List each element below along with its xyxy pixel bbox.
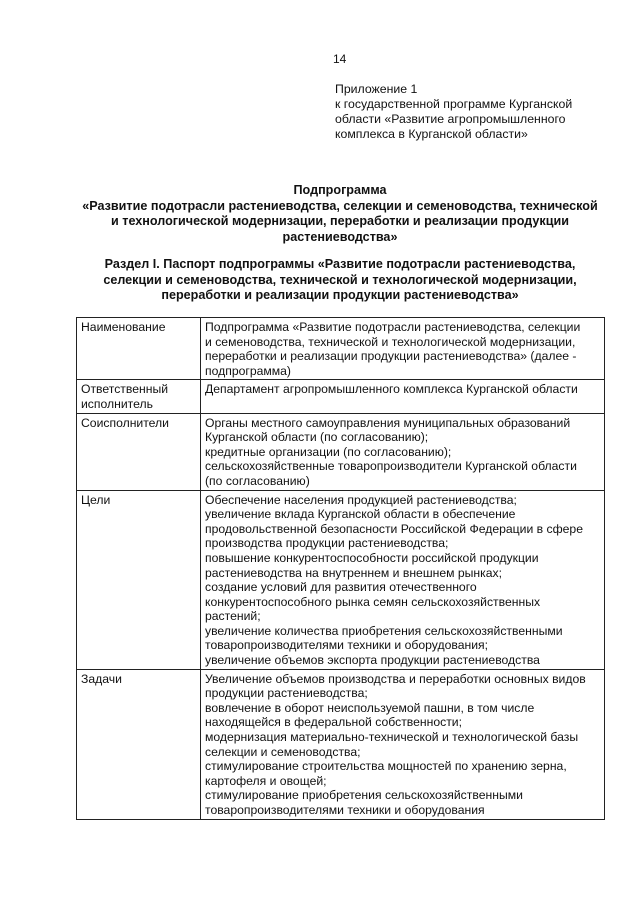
content-line: Увеличение объемов производства и переработки основных видов [205,671,586,686]
appendix-note [335,82,625,142]
content-line: и семеноводства, технической и технологической модернизации, [205,334,576,349]
content-line: Обеспечение населения продукцией растениеводства; [205,492,517,507]
table-row [77,490,605,669]
content-line: повышение конкурентоспособности российской продукции [205,550,539,565]
content-line: находящейся в федеральной собственности; [205,715,463,730]
content-line: продукции растениеводства; [205,686,368,701]
content-line: стимулирование строительства мощностей по хранению зерна, [205,759,567,774]
content-line: товаропроизводителями техники и оборудования [205,803,485,817]
section-heading [60,257,620,304]
content-line: увеличение вклада Курганской области в обеспечение [205,507,516,522]
row-content [201,669,605,819]
row-content [201,413,605,490]
appendix-line: области «Развитие агропромышленного [335,112,566,126]
content-line: увеличение объемов экспорта продукции растениеводства [205,653,540,668]
table-row [77,669,605,819]
label-line: Задачи [81,671,122,686]
title-line: и технологической модернизации, переработки и реализации продукции [111,214,569,228]
title-line: «Развитие подотрасли растениеводства, селекции и семеноводства, технической [82,198,598,213]
content-line: (по согласованию) [205,473,310,488]
content-line: Департамент агропромышленного комплекса Курганской области [205,382,578,397]
content-line: подпрограмма) [205,363,291,378]
content-line: продовольственной безопасности Российской Федерации в сфере [205,521,583,536]
content-line: создание условий для развития отечественного [205,580,477,595]
content-line: Курганской области (по согласованию); [205,430,429,445]
content-line: производства продукции растениеводства; [205,536,449,551]
content-line: растений; [205,609,261,624]
content-line: стимулирование приобретения сельскохозяйственными [205,788,523,803]
section-line: селекции и семеноводства, технической и технологической модернизации, [103,272,577,287]
table-row [77,380,605,413]
title-line: растениеводства» [282,229,398,244]
content-line: Подпрограмма «Развитие подотрасли растениеводства, селекции [205,320,581,334]
label-line: исполнитель [81,396,153,411]
section-line: переработки и реализации продукции растениеводства» [161,288,519,302]
row-content [201,318,605,380]
appendix-line: комплекса в Курганской области» [335,127,528,141]
row-content [201,490,605,669]
subprogram-title [60,183,620,245]
table-row [77,413,605,490]
row-content [201,380,605,413]
content-line: селекции и семеноводства; [205,744,361,759]
label-line: Цели [81,492,111,507]
content-line: кредитные организации (по согласованию); [205,444,452,459]
content-line: растениеводства на внутреннем и внешнем рынках; [205,565,503,580]
page-number: 14 [333,52,347,66]
content-line: конкурентоспособного рынка семян сельскохозяйственных [205,594,541,609]
row-label [77,490,201,669]
content-line: вовлечение в оборот неиспользуемой пашни, в том числе [205,700,535,715]
row-label [77,380,201,413]
appendix-line: к государственной программе Курганской [335,97,573,111]
row-label [77,413,201,490]
content-line: сельскохозяйственные товаропроизводители Курганской области [205,459,577,474]
content-line: Органы местного самоуправления муниципальных образований [205,415,571,430]
section-line: Раздел I. Паспорт подпрограммы «Развитие подотрасли растениеводства, [104,257,576,271]
label-line: Наименование [81,320,166,334]
appendix-line: Приложение 1 [335,82,418,96]
passport-table [76,317,605,820]
row-label [77,318,201,380]
label-line: Соисполнители [81,415,169,430]
content-line: модернизация материально-технической и технологической базы [205,730,579,745]
content-line: товаропроизводителями техники и оборудования; [205,638,489,653]
content-line: картофеля и овощей; [205,773,327,788]
content-line: переработки и реализации продукции растениеводства» (далее - [205,349,577,364]
table-row [77,318,605,380]
content-line: увеличение количества приобретения сельскохозяйственными [205,623,563,638]
row-label [77,669,201,819]
title-line: Подпрограмма [293,183,387,197]
label-line: Ответственный [81,382,169,397]
